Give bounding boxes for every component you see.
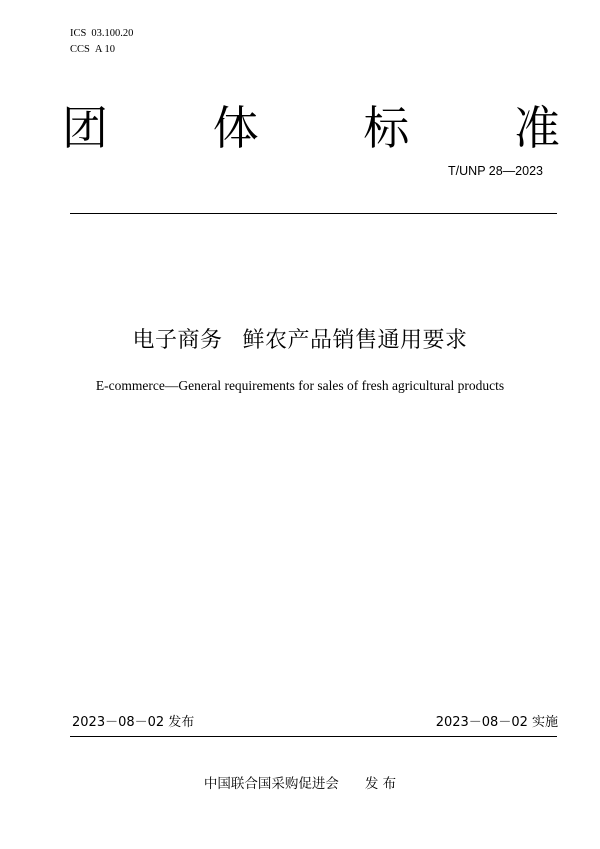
ics-value: 03.100.20 — [91, 28, 134, 39]
title-char-4: 准 — [513, 101, 560, 155]
title-cn-part1: 电子商务 — [132, 328, 223, 353]
title-cn-part2: 鲜农产品销售通用要求 — [242, 328, 468, 353]
document-title-en: E-commerce—General requirements for sales of fresh agricultural products — [95, 378, 505, 393]
ccs-value: A 10 — [94, 44, 115, 55]
classification-codes — [70, 26, 133, 58]
title-char-1: 团 — [62, 101, 108, 155]
standard-type-title — [62, 98, 560, 158]
issue-date: 2023－08－02 发布 — [72, 715, 195, 730]
standard-number: T/UNP 28—2023 — [448, 164, 543, 178]
ics-code — [70, 26, 133, 42]
document-title-cn — [0, 326, 600, 356]
ics-label: ICS — [70, 28, 87, 39]
publisher-name: 中国联合国采购促进会 — [203, 776, 339, 792]
top-divider — [70, 213, 557, 214]
bottom-divider — [70, 736, 557, 737]
ccs-label: CCS — [70, 44, 90, 55]
title-char-3: 标 — [363, 101, 410, 155]
title-char-2: 体 — [212, 101, 259, 155]
implementation-date: 2023－08－02 实施 — [435, 715, 558, 730]
ccs-code — [70, 42, 133, 58]
publish-label: 发 布 — [364, 776, 397, 792]
publisher-line — [0, 774, 600, 794]
